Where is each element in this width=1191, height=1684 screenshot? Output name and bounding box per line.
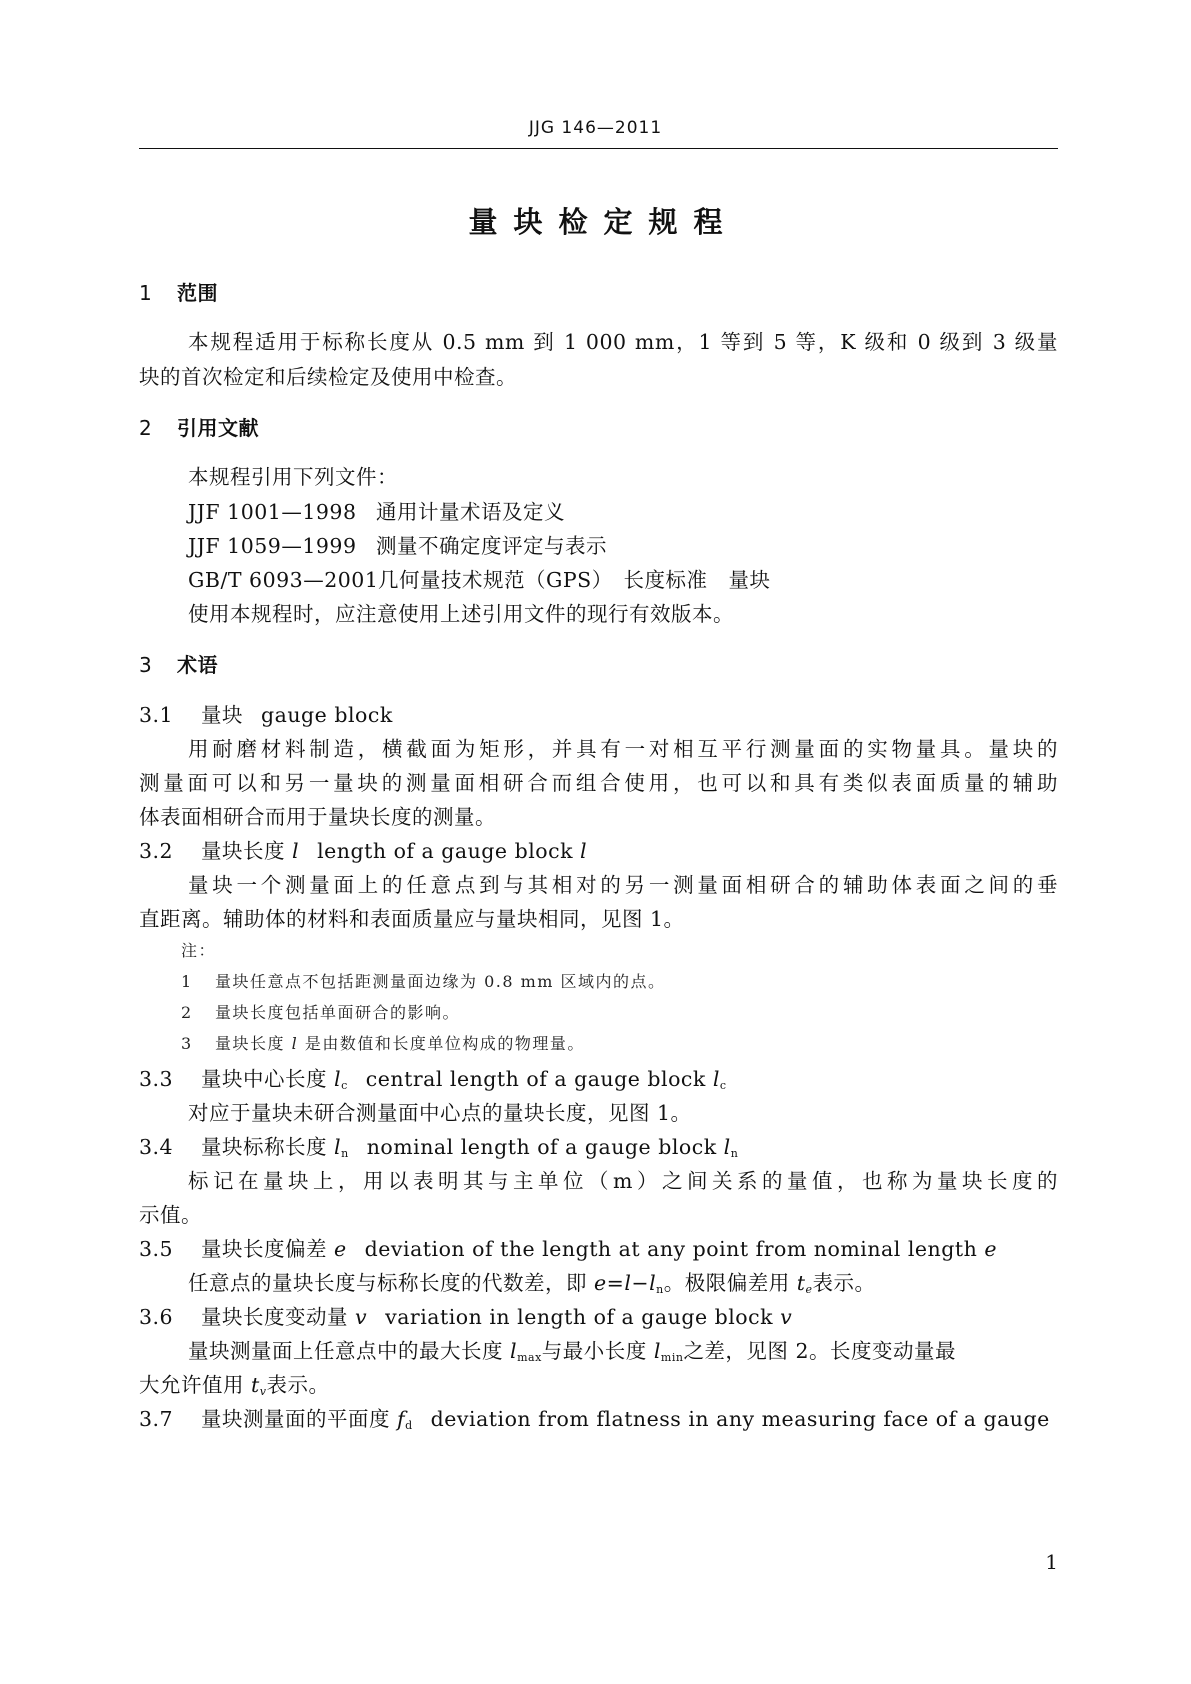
term-symbol: f: [397, 1407, 406, 1431]
term-en: variation in length of a gauge block: [385, 1305, 774, 1329]
term-3-3-text: 对应于量块未研合测量面中心点的量块长度，见图 1。: [188, 1101, 692, 1125]
term-3-1-heading: [139, 702, 1058, 728]
page-header: JJG 146—2011: [528, 118, 663, 138]
section-3-heading: [139, 652, 1058, 678]
term-en: deviation of the length at any point from nominal length: [364, 1237, 978, 1261]
note-number: 1: [181, 972, 193, 991]
term-symbol: v: [355, 1305, 368, 1329]
term-symbol: l: [712, 1067, 720, 1091]
header-rule: [139, 148, 1058, 149]
section-2-heading: [139, 415, 1058, 441]
reference-code: JJF 1001—1998: [188, 500, 357, 524]
term-symbol: l: [334, 1067, 342, 1091]
references-intro: 本规程引用下列文件：: [188, 465, 398, 489]
section-title: 引用文献: [177, 416, 259, 440]
references-note: 使用本规程时，应注意使用上述引用文件的现行有效版本。: [188, 602, 734, 626]
reference-title: 通用计量术语及定义: [376, 500, 565, 524]
term-zh: 量块中心长度: [201, 1067, 327, 1091]
term-zh: 量块: [201, 703, 243, 727]
scope-line-1: 本规程适用于标称长度从 0.5 mm 到 1 000 mm，1 等到 5 等，K 级和 0 级到 3 级量: [188, 330, 1058, 354]
term-symbol: e: [984, 1237, 997, 1261]
note-number: 3: [181, 1034, 193, 1053]
text: 表示。: [812, 1271, 876, 1295]
note-number: 2: [181, 1003, 193, 1022]
term-zh: 量块标称长度: [201, 1135, 327, 1159]
note-item: [181, 1000, 1100, 1026]
section-1-heading: [139, 280, 1058, 306]
section-number: 1: [139, 281, 153, 305]
reference-code: JJF 1059—1999: [188, 534, 357, 558]
symbol-sub: min: [660, 1351, 684, 1364]
symbol-sub: e: [805, 1283, 813, 1296]
term-3-6-heading: [139, 1304, 1058, 1330]
text: 与最小长度: [541, 1339, 647, 1363]
term-symbol: l: [292, 839, 300, 863]
term-symbol: l: [580, 839, 588, 863]
term-en: gauge block: [261, 703, 393, 727]
term-3-6-text-2: [139, 1372, 1058, 1398]
term-3-4-text-2: 示值。: [139, 1203, 202, 1227]
term-number: 3.2: [139, 839, 174, 863]
scope-line-2: 块的首次检定和后续检定及使用中检查。: [139, 365, 517, 389]
term-zh: 量块长度变动量: [201, 1305, 348, 1329]
note-text: 量块长度包括单面研合的影响。: [215, 1003, 461, 1022]
note-text: 量块任意点不包括距测量面边缘为 0.8 mm 区域内的点。: [215, 972, 666, 991]
term-3-5-heading: [139, 1236, 1058, 1262]
term-3-2-text-1: 量块一个测量面上的任意点到与其相对的另一测量面相研合的辅助体表面之间的垂: [188, 873, 1058, 897]
page-title: 量块检定规程: [468, 205, 739, 239]
symbol: l: [510, 1339, 518, 1363]
term-number: 3.3: [139, 1067, 174, 1091]
term-3-3-heading: [139, 1066, 1058, 1092]
symbol: t: [796, 1271, 806, 1295]
term-number: 3.4: [139, 1135, 174, 1159]
term-zh: 量块测量面的平面度: [201, 1407, 390, 1431]
term-3-1-text-3: 体表面相研合而用于量块长度的测量。: [139, 805, 496, 829]
term-symbol-sub: n: [730, 1147, 739, 1160]
term-3-4-heading: [139, 1134, 1058, 1160]
text: 任意点的量块长度与标称长度的代数差，即: [188, 1271, 587, 1295]
text: 之差，见图 2。长度变动量最: [683, 1339, 956, 1363]
text: 量块测量面上任意点中的最大长度: [188, 1339, 503, 1363]
term-symbol-sub: d: [405, 1419, 413, 1432]
note-item: [181, 969, 1100, 995]
term-symbol: l: [723, 1135, 731, 1159]
symbol: l: [653, 1339, 661, 1363]
symbol-sub: v: [259, 1385, 267, 1398]
reference-item: [188, 567, 1058, 593]
section-title: 术语: [177, 653, 218, 677]
term-3-6-text-1: [188, 1338, 1058, 1364]
page-number: 1: [1045, 1550, 1058, 1574]
term-zh: 量块长度偏差: [201, 1237, 327, 1261]
note-text: 量块长度: [215, 1034, 286, 1053]
note-text: 是由数值和长度单位构成的物理量。: [304, 1034, 585, 1053]
term-3-4-text-1: 标记在量块上，用以表明其与主单位（m）之间关系的量值，也称为量块长度的: [188, 1169, 1058, 1193]
symbol: t: [251, 1373, 260, 1397]
term-3-1-text-1: 用耐磨材料制造，横截面为矩形，并具有一对相互平行测量面的实物量具。量块的: [188, 737, 1058, 761]
term-en: central length of a gauge block: [365, 1067, 706, 1091]
formula: e=l−l: [594, 1271, 657, 1295]
term-3-1-text-2: 测量面可以和另一量块的测量面相研合而组合使用，也可以和具有类似表面质量的辅助: [139, 771, 1058, 795]
section-number: 2: [139, 416, 153, 440]
term-en: nominal length of a gauge block: [366, 1135, 717, 1159]
reference-item: [188, 499, 1058, 525]
term-number: 3.1: [139, 703, 174, 727]
reference-item: [188, 533, 1058, 559]
term-zh: 量块长度: [201, 839, 285, 863]
text: 。极限偏差用: [663, 1271, 790, 1295]
term-number: 3.6: [139, 1305, 174, 1329]
term-number: 3.7: [139, 1407, 174, 1431]
term-3-5-text: [188, 1270, 1058, 1296]
symbol-sub: max: [517, 1351, 542, 1364]
note-label: 注：: [181, 941, 217, 960]
term-symbol: e: [334, 1237, 347, 1261]
term-symbol-sub: n: [341, 1147, 349, 1160]
section-number: 3: [139, 653, 153, 677]
note-symbol: l: [291, 1034, 299, 1053]
term-symbol-sub: c: [341, 1079, 348, 1092]
term-symbol-sub: c: [719, 1079, 727, 1092]
term-symbol: l: [334, 1135, 342, 1159]
section-title: 范围: [177, 281, 218, 305]
term-3-2-text-2: 直距离。辅助体的材料和表面质量应与量块相同，见图 1。: [139, 907, 685, 931]
formula-sub: n: [656, 1283, 664, 1296]
reference-title: 几何量技术规范（GPS） 长度标准 量块: [378, 568, 771, 592]
text: 表示。: [266, 1373, 330, 1397]
term-en: length of a gauge block: [317, 839, 573, 863]
term-number: 3.5: [139, 1237, 174, 1261]
reference-code: GB/T 6093—2001: [188, 568, 379, 592]
text: 大允许值用: [139, 1373, 244, 1397]
note-item: [181, 1031, 1100, 1057]
term-symbol: v: [780, 1305, 793, 1329]
reference-title: 测量不确定度评定与表示: [376, 534, 607, 558]
term-3-7-heading: [139, 1406, 1058, 1432]
term-en: deviation from flatness in any measuring face of a gauge: [430, 1407, 1050, 1431]
term-3-2-heading: [139, 838, 1058, 864]
